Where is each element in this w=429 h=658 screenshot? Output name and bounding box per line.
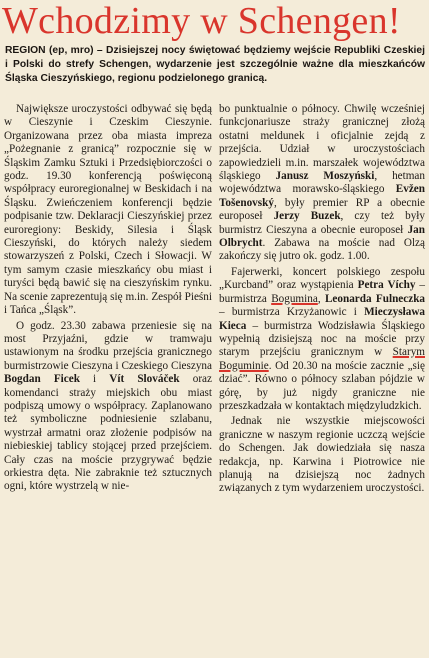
person-name: Evžen Tošenovský: [219, 183, 425, 209]
person-name: Petra Víchy: [357, 279, 416, 292]
person-name: Bogdan Ficek: [4, 373, 80, 386]
person-name: Mieczysława Kieca: [219, 306, 425, 332]
person-name: Vít Slováček: [109, 373, 180, 386]
underlined-place: Bogumina: [271, 292, 318, 305]
paragraph: O godz. 23.30 zabawa przeniesie się na most Przyjaźni, gdzie w tramwaju ustawionym na środku przejścia granicznego burmistrzowie Cieszyna i Czeskiego Cieszyna Bogdan Ficek i Vít Slováček oraz komendanci straży miejskich obu miast podpiszą umowy o współpracy. Zaplanowano też symboliczne podniesienie szlabanu, wystrzał armatni oraz złożenie podpisów na niebieskiej tablicy stojącej przed przejściem. Cały czas na moście przygrywać będzie orkiestra dęta. Nie zabraknie też sztucznych ogni, które wystrzelą w nie-: [4, 319, 212, 493]
lead-text: (ep, mro) – Dzisiejszej nocy świętować będziemy wejście Republiki Czeskiej i Polski do strefy Schengen, wydarzenie jest szczególnie ważne dla mieszkańców Śląska Cieszyńskiego, regionu podzielonego granicą.: [5, 45, 425, 84]
lead-paragraph: [5, 44, 425, 86]
article-column-right: [219, 103, 425, 496]
paragraph: Jednak nie wszystkie miejscowości graniczne w naszym regionie uczczą wejście do Schengen. Jak dowiedziała się nasza redakcja, np. Karwina i Piotrowice nie planują na dzisiejszą noc żadnych związanych z tym wydarzeniem uroczystości.: [219, 415, 425, 495]
person-name: Jan Olbrycht: [219, 223, 425, 250]
headline: Wchodzimy w Schengen!: [2, 0, 401, 42]
paragraph: Fajerwerki, koncert polskiego zespołu „Kurcband” oraz wystąpienia Petra Víchy – burmistrza Bogumina, Leonarda Fulneczka – burmistrza Krzyżanowic i Mieczysława Kieca – burmistrza Wodzisławia Śląskiego wypełnią dzisiejszą noc na moście przy starym przejściu granicznym w Starym Boguminie. Od 20.30 na moście zacznie „się dziać”. Równo o północy szlaban pójdzie w górę, by już nigdy graniczne nie przeszkadzała w kontaktach międzyludzkich.: [219, 265, 426, 412]
person-name: Jerzy Buzek: [273, 210, 341, 223]
paragraph: Największe uroczystości odbywać się będą w Cieszynie i Czeskim Cieszynie. Organizowana przez oba miasta impreza „Pożegnanie z granicą” rozpocznie się w Śląskim Zamku Sztuki i Przedsiębiorczości o godz. 19.30 konferencją poświęconą współpracy euroregionalnej w Beskidach i na Śląsku. Zwieńczeniem konferencji będzie podpisanie tzw. Deklaracji Cieszyńskiej przez euroregiony: Beskidy, Silesia i Śląsk Cieszyński, do których należy siedem stowarzyszeń z Polski, Czech i Słowacji. W tym samym czasie mieszkańcy obu miast i turyści będą bawić się na cieszyńskim rynku. Na scenie zaprezentują się m.in. Zespół Pieśni i Tańca „Śląsk”.: [4, 103, 212, 317]
person-name: Janusz Moszyński: [275, 170, 375, 183]
underlined-place: Starym Boguminie: [219, 346, 425, 372]
paragraph: bo punktualnie o północy. Chwilę wcześniej funkcjonariusze straży granicznej złożą ostatni meldunek i oficjalnie zejdą z przejścia. Udział w uroczystościach zapowiedzieli m.in. marszałek województwa śląskiego Janusz Moszyński, hetman województwa morawsko-śląskiego Evžen Tošenovský, były premier RP a obecnie europoseł Jerzy Buzek, czy też były burmistrz Cieszyna a obecnie europoseł Jan Olbrycht. Zabawa na moście nad Olzą zakończy się jutro ok. godz. 1.00.: [219, 103, 425, 263]
person-name: Leonarda Fulneczka: [324, 292, 426, 305]
dateline: REGION: [5, 45, 46, 56]
article-column-left: [4, 103, 212, 494]
